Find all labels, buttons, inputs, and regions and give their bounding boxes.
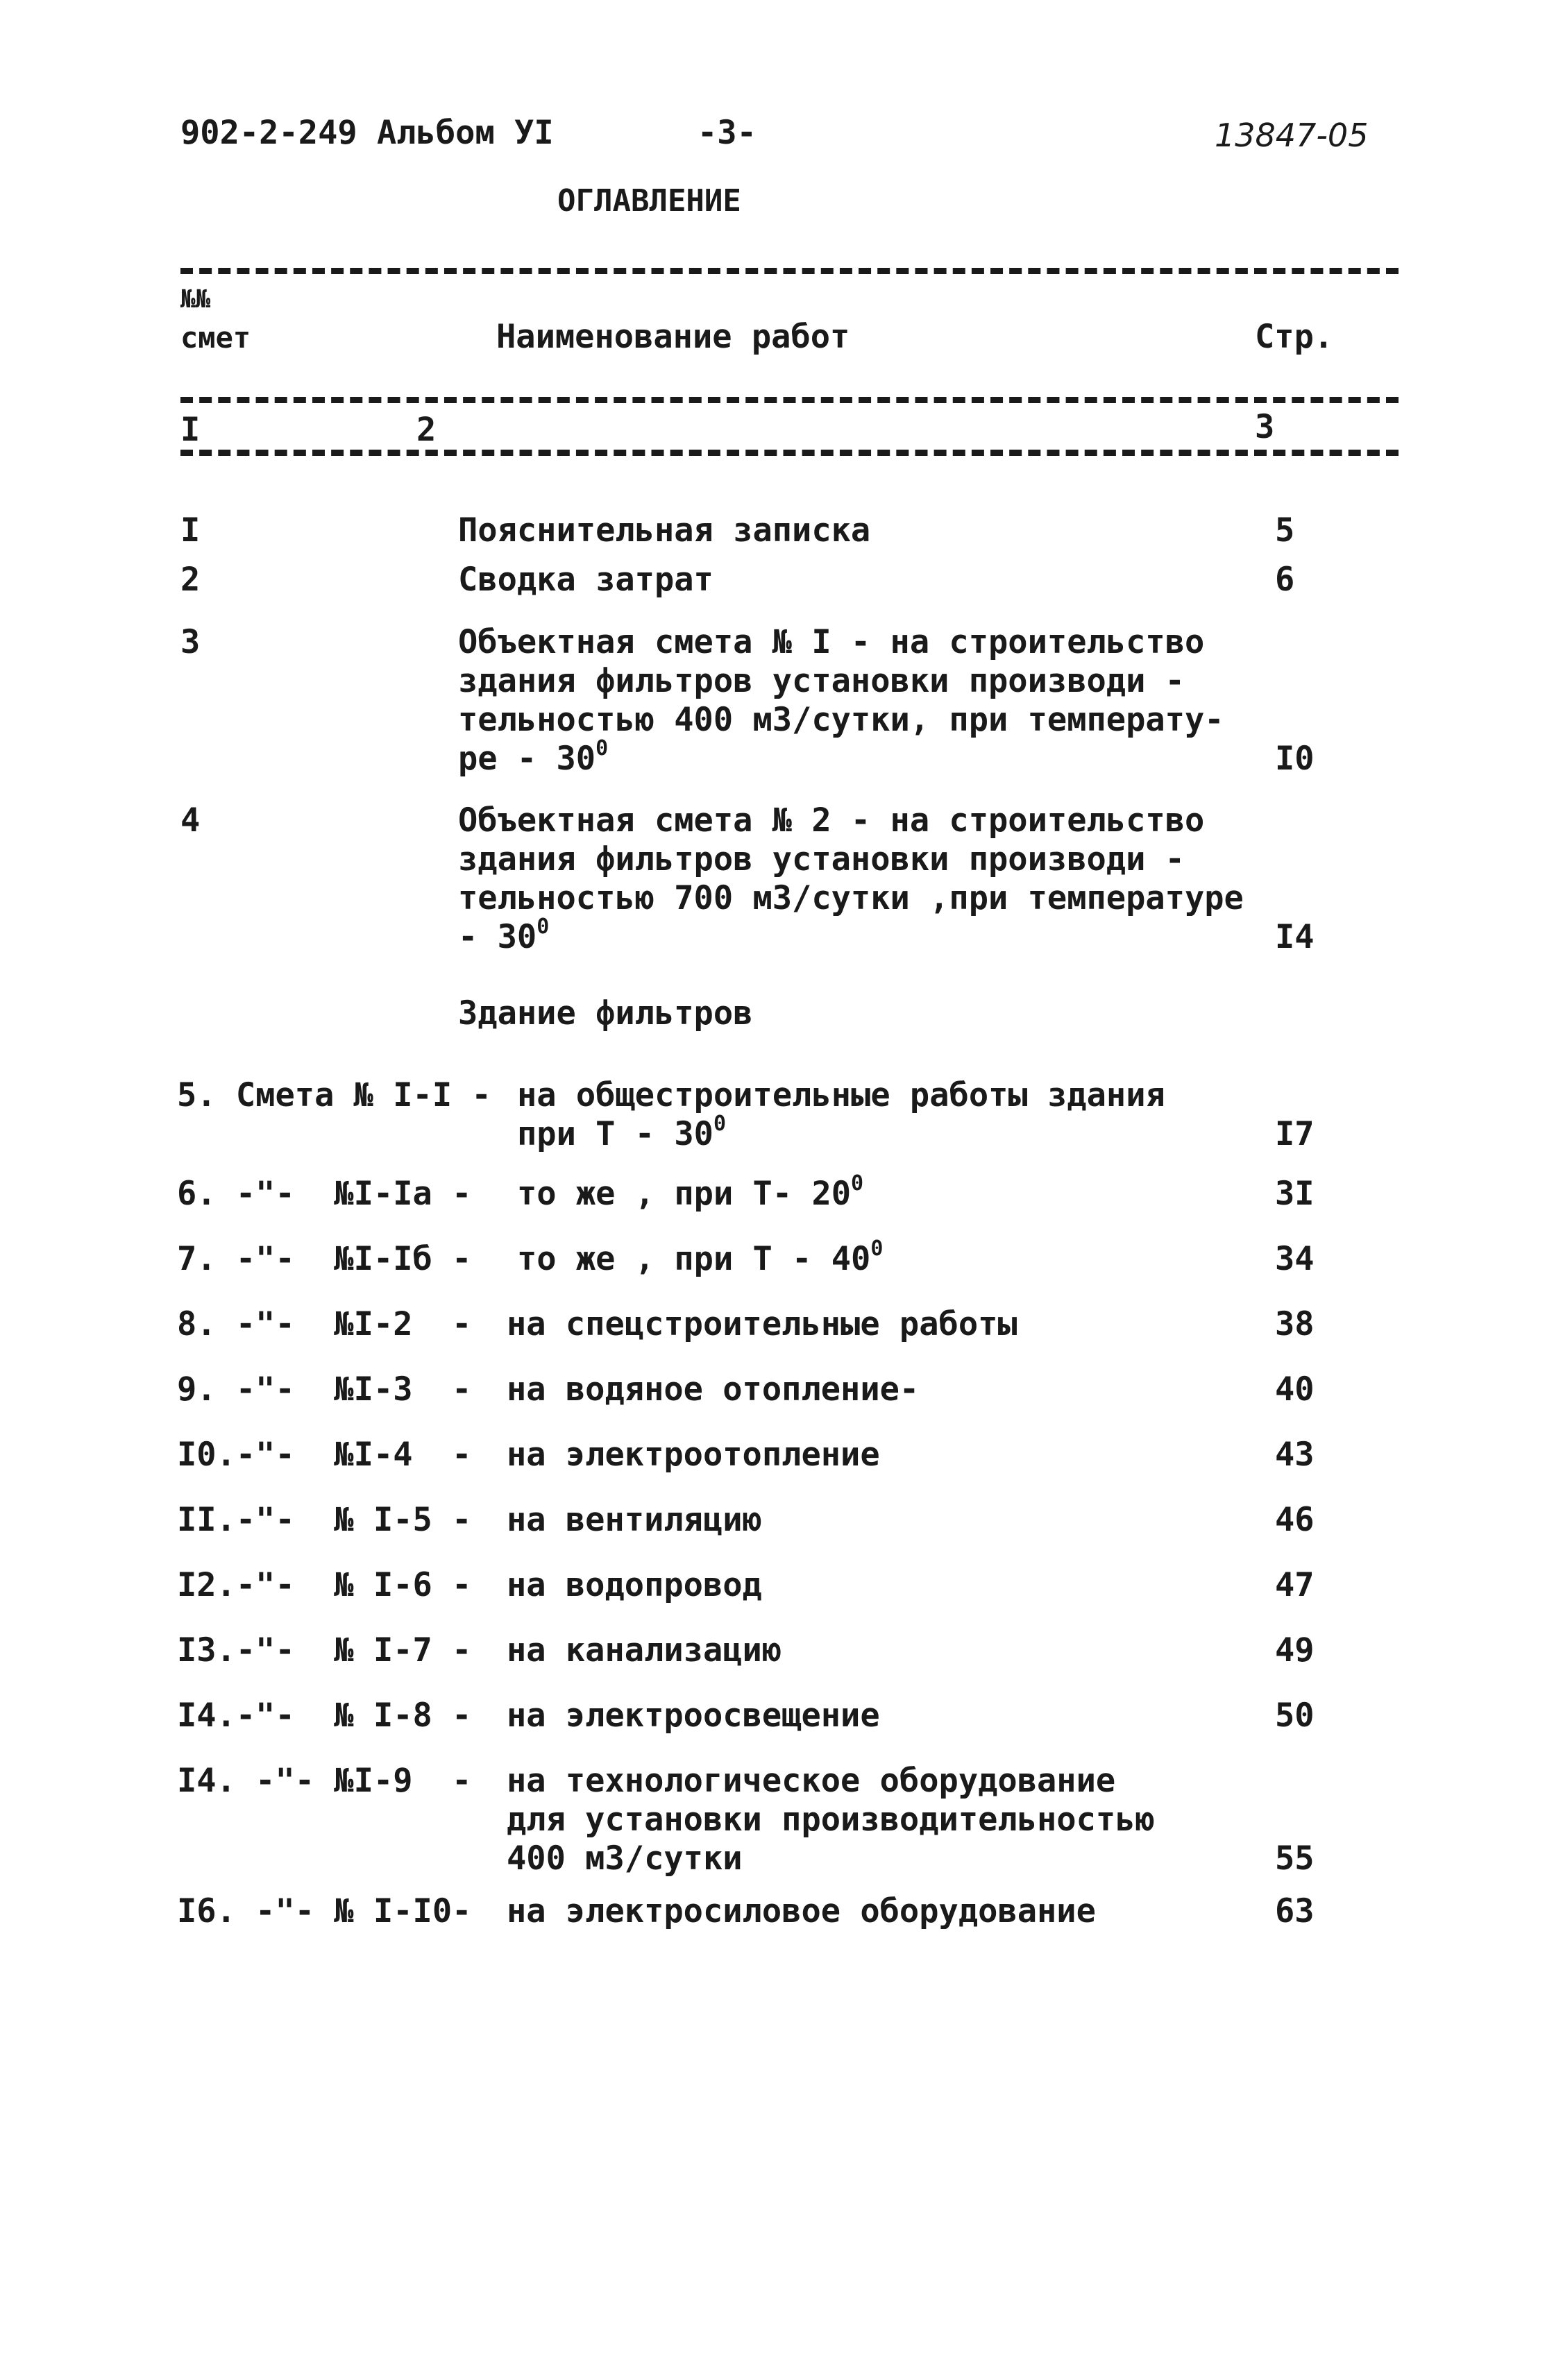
page-title: ОГЛАВЛЕНИЕ [557,183,741,219]
estimate-page: 3I [1275,1175,1315,1213]
estimate-page: 38 [1275,1305,1315,1343]
estimate-text-line: на электроотопление [507,1436,880,1474]
entry-text-line [458,736,609,778]
estimate-page: 40 [1275,1370,1315,1409]
column-header-page: Стр. [1255,318,1334,356]
estimate-prefix: I2.-"- № I-6 - [177,1566,472,1604]
entry-text-line: Сводка затрат [458,561,713,599]
entry-text-line: тельностью 400 м3/сутки, при температу- [458,701,1224,739]
estimate-page: 50 [1275,1697,1315,1735]
estimate-prefix: 9. -"- №I-3 - [177,1370,472,1409]
estimate-text-line: на электросиловое оборудование [507,1892,1096,1930]
estimate-page: 63 [1275,1892,1315,1930]
entry-page: 6 [1275,561,1295,599]
divider [180,397,1399,403]
column-header-name: Наименование работ [496,318,850,356]
entry-page: 5 [1275,511,1295,550]
column-header-num-top: №№ [180,285,211,314]
entry-text-line: Пояснительная записка [458,511,871,550]
estimate-page: 43 [1275,1436,1315,1474]
degree-superscript: 0 [870,1236,884,1261]
estimate-prefix: I4.-"- № I-8 - [177,1697,472,1735]
estimate-page: I7 [1275,1115,1315,1153]
degree-superscript: 0 [537,915,550,939]
estimate-text-line: на общестроительные работы здания [517,1076,1165,1114]
estimate-text-line [517,1171,864,1213]
divider [180,450,1399,456]
entry-number: 3 [180,623,201,661]
estimate-text-line [517,1236,884,1278]
estimate-text-line [517,1112,727,1153]
entry-text-line: тельностью 700 м3/сутки ,при температуре [458,879,1244,917]
estimate-prefix: I6. -"- № I-I0- [177,1892,472,1930]
entry-number: 2 [180,561,201,599]
column-index-2: 2 [416,411,437,449]
entry-page: I0 [1275,740,1315,778]
entry-text-line: Объектная смета № I - на строительство [458,623,1205,661]
entry-text: ре - 30 [458,740,596,778]
estimate-text-line: 400 м3/сутки [507,1839,743,1878]
entry-text-line: здания фильтров установки производи - [458,840,1185,878]
estimate-text-line: на электроосвещение [507,1697,880,1735]
entry-number: 4 [180,801,201,840]
degree-superscript: 0 [595,736,609,760]
estimate-text-line: на водопровод [507,1566,762,1604]
estimate-page: 55 [1275,1839,1315,1878]
entry-text-line [458,915,550,956]
estimate-prefix: 7. -"- №I-Iб - [177,1240,472,1278]
estimate-prefix: II.-"- № I-5 - [177,1501,472,1539]
estimate-prefix: 6. -"- №I-Iа - [177,1175,472,1213]
estimate-text-line: для установки производительностью [507,1801,1155,1839]
divider [180,268,1399,274]
estimate-text: то же , при Т- 20 [517,1175,852,1213]
column-index-1: I [180,411,201,449]
estimate-page: 34 [1275,1240,1315,1278]
section-heading: Здание фильтров [458,994,753,1032]
page-number: -3- [698,114,757,152]
estimate-page: 47 [1275,1566,1315,1604]
document-code: 902-2-249 Альбом УI [180,114,554,152]
entry-text: - 30 [458,918,537,956]
estimate-text-line: на вентиляцию [507,1501,762,1539]
estimate-page: 49 [1275,1631,1315,1669]
column-index-3: 3 [1255,408,1275,446]
entry-page: I4 [1275,918,1315,956]
estimate-text: при Т - 30 [517,1115,713,1153]
estimate-prefix: I4. -"- №I-9 - [177,1762,472,1800]
estimate-prefix: 5. Смета № I-I - [177,1076,491,1114]
inventory-number: 13847-05 [1215,117,1369,154]
estimate-text-line: на канализацию [507,1631,782,1669]
entry-text-line: здания фильтров установки производи - [458,662,1185,700]
estimate-prefix: I0.-"- №I-4 - [177,1436,472,1474]
estimate-text: то же , при Т - 40 [517,1240,871,1278]
estimate-text-line: на спецстроительные работы [507,1305,1017,1343]
entry-number: I [180,511,201,550]
estimate-prefix: 8. -"- №I-2 - [177,1305,472,1343]
estimate-page: 46 [1275,1501,1315,1539]
estimate-prefix: I3.-"- № I-7 - [177,1631,472,1669]
estimate-text-line: на технологическое оборудование [507,1762,1116,1800]
column-header-num: смет [180,321,251,355]
degree-superscript: 0 [713,1112,727,1136]
entry-text-line: Объектная смета № 2 - на строительство [458,801,1205,840]
degree-superscript: 0 [851,1171,864,1196]
estimate-text-line: на водяное отопление- [507,1370,920,1409]
